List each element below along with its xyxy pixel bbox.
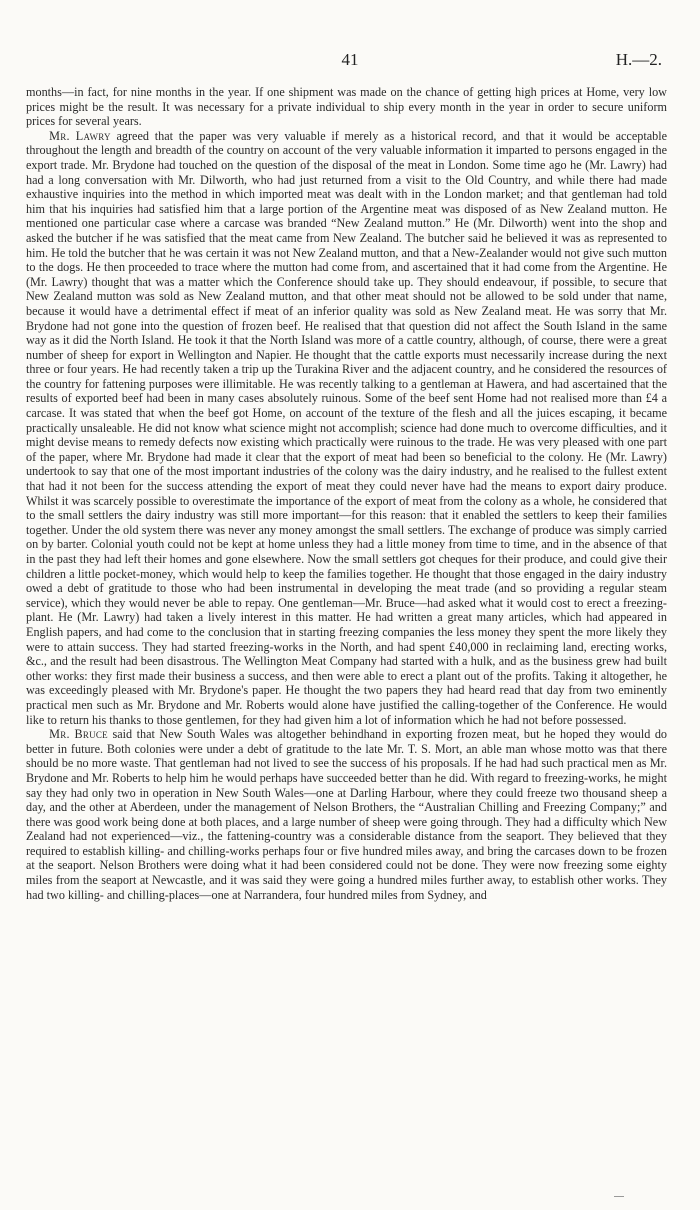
paragraph-text: agreed that the paper was very valuable if merely as a historical record, and that it would be acceptable throughout the length and breadth of the country on account of the very valuable information it imparted to persons engaged in the export trade. Mr. Brydone had touched on the question of the disposal of the meat in London. Some time ago he (Mr. Lawry) had had a long conversation with Mr. Dilworth, who had just returned from a visit to the Old Country, and while there had made exhaustive inquiries into the method in which imported meat was dealt with in the London market; and that gentleman had told him that his inquiries had satisfied him that a large portion of the Argentine meat was disposed of as New Zealand mutton. He mentioned one particular case where a carcase was branded “New Zealand mutton.” He (Mr. Dilworth) went into the shop and asked the butcher if he was satisfied that the meat came from New Zealand. The butcher said he believed it was as represented to him. He told the butcher that he was certain it was not New Zealand mutton, and that a New-Zealander would not give such mutton to the dogs. He then proceeded to trace where the mutton had come from, and ascertained that it had come from the Argentine. He (Mr. Lawry) thought that was a matter which the Conference should take up. They should endeavour, if possible, to secure that New Zealand mutton was sold as New Zealand mutton, and that other meat should not be allowed to be sold under that name, because it would have a detrimental effect if meat of an inferior quality was sold as New Zealand meat. He was sorry that Mr. Brydone had not gone into the question of frozen beef. He realised that that question did not affect the South Island in the same way as it did the North Island. He took it that the North Island was more of a cattle country, although, of course, there were a great number of sheep for export in Wellington and Napier. He thought that the cattle exports must necessarily increase during the next three or four years. He had recently taken a trip up the Turakina River and the adjacent country, and he considered the resources of the country for fattening purposes were illimitable. He was recently talking to a gentleman at Hawera, and had ascertained that the results of exported beef had been in many cases absolutely ruinous. Some of the beef sent Home had not realised more than £4 a carcase. It was stated that when the beef got Home, on account of the texture of the flesh and all the juices escaping, it became practically unsaleable. He did not know what science might not accomplish; science had done much to overcome difficulties, and it might devise means to remedy defects now existing which practically were ruinous to the trade. He was very pleased with one part of the paper, where Mr. Brydone had made it clear that the export of meat had been so beneficial to the colony. He (Mr. Lawry) undertook to say that one of the most important industries of the colony was the dairy industry, and he realised to the fullest extent that had it not been for the success attending the export of meat they could never have had the means to export dairy produce. Whilst it was scarcely possible to overestimate the importance of the export of meat from the colony as a whole, he considered that to the small settlers the dairy industry was still more important—for this reason: that it enabled the settlers to keep their families together. Under the old system there was never any money amongst the small settlers. The exchange of produce was simply carried on by barter. Colonial youth could not be kept at home unless they had a little money from time to time, and in the absence of that in the past they had left their homes and gone elsewhere. Now the small settlers got cheques for their produce, and could give their children a little pocket-money, which would help to keep the families together. He thought that those engaged in the dairy industry owed a debt of gratitude to those who had been instrumental in developing the meat trade (and so providing a regular steam service), which they would never be able to repay. One gentleman—Mr. Bruce—had asked what it would cost to erect a freezing-plant. He (Mr. Lawry) had taken a lively interest in this matter. He had written a great many articles, which had appeared in English papers, and had come to the conclusion that in starting freezing companies the less money they spent the more likely they were to attain success. They had started freezing-works in the North, and had spent £40,000 in reclaiming land, erecting works, &c., and the result had been disastrous. The Wellington Meat Company had started with a hulk, and as the business grew had built other works: they first made their business a success, and then were able to erect a plant out of the profits. Taking it altogether, he was exceedingly pleased with Mr. Brydone's paper. He thought the two papers they had heard read that day from two eminently practical men such as Mr. Brydone and Mr. Roberts would alone have justified the calling-together of the Conference. He would like to return his thanks to those gentlemen, for they had given him a lot of information which he had not before possessed. <box>26 128 668 727</box>
paragraph <box>26 129 667 727</box>
speaker-name: Mr. Lawry <box>49 128 111 143</box>
body-text <box>26 85 667 902</box>
document-reference: H.—2. <box>615 50 662 69</box>
paragraph-text: said that New South Wales was altogether behindhand in exporting frozen meat, but he hoped they would do better in future. Both colonies were under a debt of gratitude to the late Mr. T. S. Mort, an able man whose motto was that there should be no more waste. That gentleman had not lived to see the success of his proposals. If he had had such practical men as Mr. Brydone and Mr. Roberts to help him he would perhaps have succeeded better than he did. With regard to freezing-works, he might say they had only two in operation in New South Wales—one at Darling Harbour, where they could freeze two thousand sheep a day, and the other at Aberdeen, under the management of Nelson Brothers, the “Australian Chilling and Freezing Company;” and there was good work being done at both places, and a large number of sheep were going through. They had a difficulty which New Zealand had not experienced—viz., the fattening-country was a considerable distance from the seaport. They believed that they required to establish killing- and chilling-works perhaps four or five hundred miles away, and bring the carcases down to be frozen at the seaport. Nelson Brothers were doing what it had been considered could not be done. They were now freezing some eighty miles from the seaport at Newcastle, and it was said they were going a hundred miles further away, to establish other works. They had two killing- and chilling-places—one at Narrandera, four hundred miles from Sydney, and <box>26 727 668 902</box>
page-number: 41 <box>341 50 359 69</box>
paragraph <box>26 727 667 902</box>
footer-mark <box>614 1196 624 1197</box>
paragraph-text: months—in fact, for nine months in the year. If one shipment was made on the chance of getting high prices at Home, very low prices might be the result. It was necessary for a private individual to ship every month in the year in order to secure uniform prices for several years. <box>26 85 667 129</box>
speaker-name: Mr. Bruce <box>49 727 108 742</box>
paragraph <box>26 85 667 129</box>
